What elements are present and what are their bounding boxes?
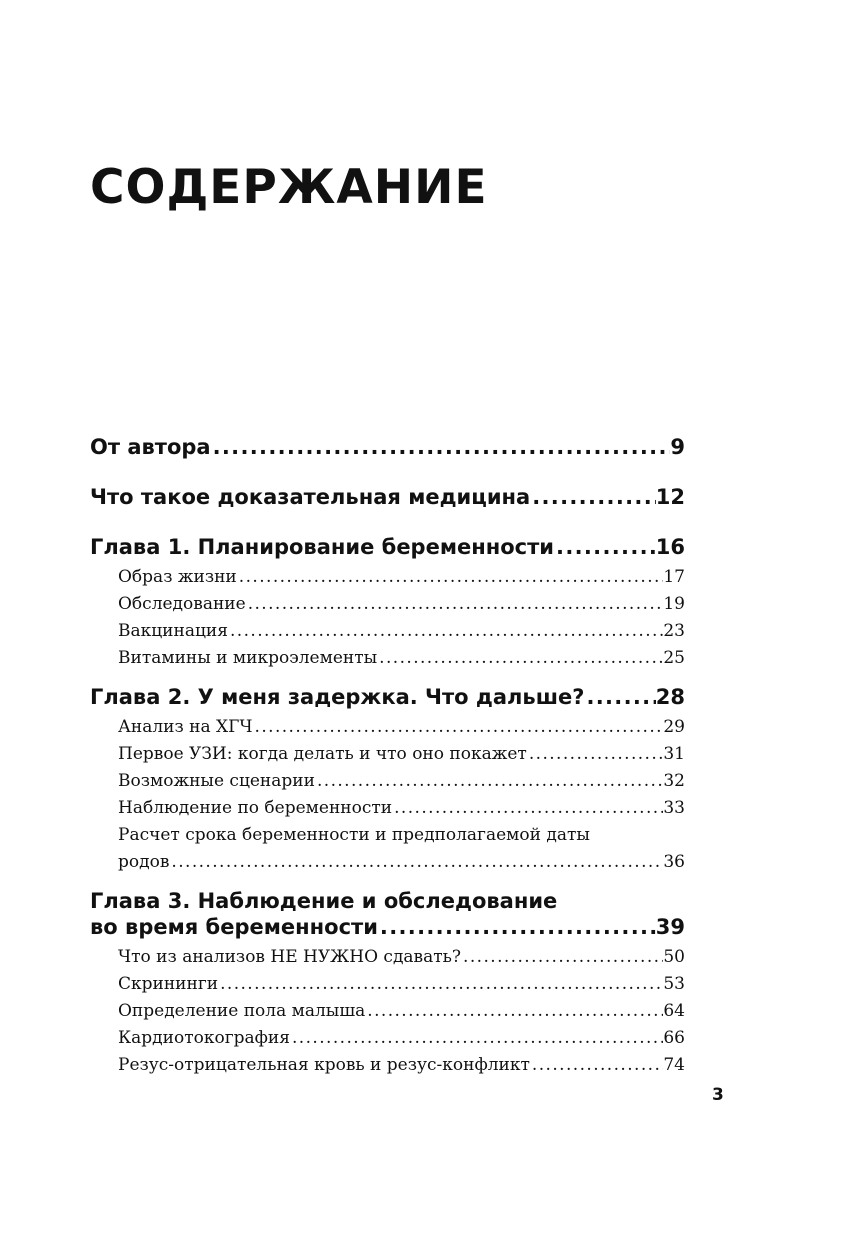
section-title: Кардиотокография: [118, 1028, 290, 1048]
section-entry[interactable]: [118, 768, 685, 795]
section-title: Образ жизни: [118, 567, 237, 587]
section-page: 23: [663, 621, 685, 641]
section-title: Наблюдение по беременности: [118, 798, 393, 818]
dot-leader: [246, 591, 664, 618]
section-entry[interactable]: [118, 795, 685, 822]
dot-leader: [315, 768, 663, 795]
page-number: 3: [712, 1085, 724, 1105]
chapter-page: 39: [655, 915, 685, 939]
page-title: СОДЕРЖАНИЕ: [90, 160, 488, 215]
section-entry[interactable]: [118, 645, 685, 672]
section-entry[interactable]: [118, 564, 685, 591]
section-entry[interactable]: [118, 741, 685, 768]
toc-chapter-3: [90, 888, 685, 1079]
section-title: Определение пола малыша: [118, 1001, 366, 1021]
section-page: 53: [663, 974, 685, 994]
chapter-title: Глава 2. У меня задержка. Что дальше?: [90, 685, 585, 709]
section-entry[interactable]: [118, 714, 685, 741]
section-entry[interactable]: [118, 1052, 685, 1079]
chapter-entry[interactable]: [90, 914, 685, 940]
toc-entry-title: От автора: [90, 435, 211, 459]
dot-leader: [530, 1052, 663, 1079]
dot-leader: [584, 684, 655, 710]
dot-leader: [527, 741, 664, 768]
section-entry[interactable]: [118, 998, 685, 1025]
dot-leader: [290, 1025, 663, 1052]
section-entry[interactable]: [118, 591, 685, 618]
toc-entry-page: 9: [670, 435, 685, 459]
section-page: 36: [663, 852, 685, 872]
section-page: 19: [663, 594, 685, 614]
section-title: Что из анализов НЕ НУЖНО сдавать?: [118, 947, 462, 967]
section-title: Анализ на ХГЧ: [118, 717, 253, 737]
section-page: 74: [663, 1055, 685, 1075]
section-page: 50: [663, 947, 685, 967]
section-entry[interactable]: [118, 944, 685, 971]
chapter-title: Глава 1. Планирование беременности: [90, 535, 555, 559]
chapter-title-line2: во время беременности: [90, 915, 378, 939]
chapter-entry[interactable]: [90, 684, 685, 710]
section-title: Первое УЗИ: когда делать и что оно покажет: [118, 744, 527, 764]
section-page: 66: [663, 1028, 685, 1048]
section-title: Вакцинация: [118, 621, 228, 641]
toc-entry-page: 12: [655, 485, 685, 509]
dot-leader: [554, 534, 656, 560]
toc-chapter-1: [90, 534, 685, 672]
section-list: [90, 944, 685, 1079]
dot-leader: [530, 484, 656, 510]
section-page: 17: [663, 567, 685, 587]
section-title-line1[interactable]: Расчет срока беременности и предполагаемой даты: [118, 825, 590, 845]
section-entry[interactable]: [118, 1025, 685, 1052]
section-entry[interactable]: [118, 971, 685, 998]
toc-entry-intro[interactable]: [90, 434, 685, 460]
chapter-title-line1[interactable]: Глава 3. Наблюдение и обследование: [90, 889, 558, 913]
dot-leader: [365, 998, 663, 1025]
dot-leader: [211, 434, 671, 460]
section-list: [90, 714, 685, 876]
dot-leader: [228, 618, 663, 645]
dot-leader: [392, 795, 663, 822]
section-title: Резус-отрицательная кровь и резус-конфликт: [118, 1055, 530, 1075]
section-title: Скрининги: [118, 974, 219, 994]
toc-entry-ebm[interactable]: [90, 484, 685, 510]
chapter-page: 16: [655, 535, 685, 559]
toc-entry-title: Что такое доказательная медицина: [90, 485, 531, 509]
table-of-contents: [90, 434, 685, 1079]
section-page: 31: [663, 744, 685, 764]
dot-leader: [377, 645, 663, 672]
section-page: 32: [663, 771, 685, 791]
section-title: Витамины и микроэлементы: [118, 648, 378, 668]
section-page: 29: [663, 717, 685, 737]
section-page: 64: [663, 1001, 685, 1021]
chapter-page: 28: [655, 685, 685, 709]
toc-chapter-2: [90, 684, 685, 876]
section-entry[interactable]: [118, 849, 685, 876]
dot-leader: [218, 971, 663, 998]
dot-leader: [461, 944, 663, 971]
chapter-entry[interactable]: [90, 534, 685, 560]
dot-leader: [237, 564, 664, 591]
section-title: Обследование: [118, 594, 246, 614]
section-page: 25: [663, 648, 685, 668]
section-list: [90, 564, 685, 672]
section-title-line2: родов: [118, 852, 170, 872]
dot-leader: [378, 914, 656, 940]
dot-leader: [169, 849, 663, 876]
section-title: Возможные сценарии: [118, 771, 315, 791]
section-entry[interactable]: [118, 618, 685, 645]
dot-leader: [253, 714, 664, 741]
section-page: 33: [663, 798, 685, 818]
